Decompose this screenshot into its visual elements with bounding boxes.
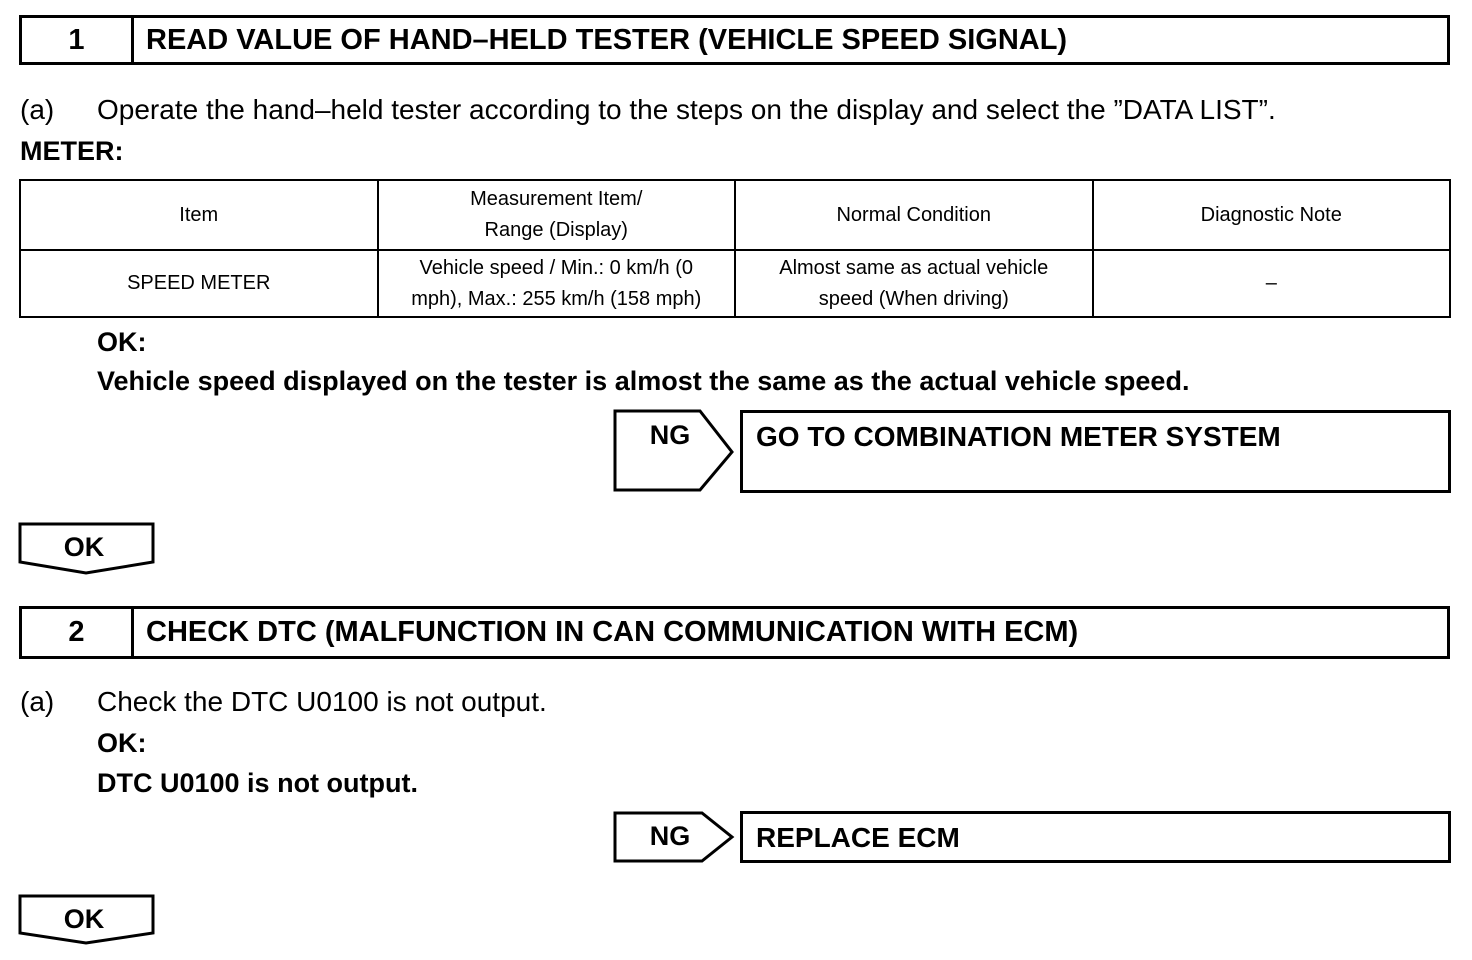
ng-action-box-1	[740, 410, 1451, 493]
cell-item: SPEED METER	[20, 250, 378, 317]
step-2-ok-label: OK:	[97, 728, 147, 758]
step-2-instruction-marker: (a)	[20, 686, 55, 717]
step-2-title: CHECK DTC (MALFUNCTION IN CAN COMMUNICATION WITH ECM)	[146, 616, 1079, 648]
ok-flow-label-2: OK	[63, 904, 105, 934]
col-header-diagnostic-note: Diagnostic Note	[1093, 180, 1451, 250]
step-1-instruction: Operate the hand–held tester according to the steps on the display and select the ”DATA LIST”.	[97, 94, 1276, 125]
step-2-instruction: Check the DTC U0100 is not output.	[97, 686, 547, 717]
step-1-header	[19, 15, 1450, 65]
step-2-header	[19, 606, 1450, 659]
col-header-normal-condition: Normal Condition	[735, 180, 1093, 250]
ng-label-2: NG	[649, 821, 691, 851]
ng-label-1: NG	[649, 420, 691, 450]
cell-measurement	[378, 250, 736, 317]
meter-section-label: METER:	[20, 136, 124, 166]
step-2-ok-condition: DTC U0100 is not output.	[97, 768, 419, 798]
cell-normal-condition	[735, 250, 1093, 317]
col-header-measurement-line1: Measurement Item/	[470, 188, 643, 210]
step-1-number: 1	[22, 18, 134, 62]
ng-action-2-text: REPLACE ECM	[756, 822, 960, 853]
ng-action-1-text: GO TO COMBINATION METER SYSTEM	[756, 421, 1281, 452]
step-1-ok-label: OK:	[97, 327, 147, 357]
cell-measurement-line2: mph), Max.: 255 km/h (158 mph)	[411, 287, 702, 310]
cell-normal-line2: speed (When driving)	[818, 287, 1009, 310]
cell-measurement-line1: Vehicle speed / Min.: 0 km/h (0	[419, 256, 693, 279]
step-1-ok-condition: Vehicle speed displayed on the tester is almost the same as the actual vehicle speed.	[97, 366, 1190, 396]
meter-data-table	[19, 179, 1451, 318]
step-1-title: READ VALUE OF HAND–HELD TESTER (VEHICLE SPEED SIGNAL)	[146, 23, 1068, 56]
ng-action-box-2	[740, 811, 1451, 863]
cell-normal-line1: Almost same as actual vehicle	[779, 256, 1049, 279]
step-1-instruction-marker: (a)	[20, 94, 55, 125]
cell-diagnostic-note: –	[1093, 250, 1451, 317]
col-header-measurement-line2: Range (Display)	[484, 219, 628, 241]
table-header-row	[20, 180, 1450, 250]
ok-flow-label-1: OK	[63, 532, 105, 562]
step-2-number: 2	[22, 609, 134, 656]
col-header-item: Item	[20, 180, 378, 250]
table-row	[20, 250, 1450, 317]
col-header-measurement	[378, 180, 736, 250]
